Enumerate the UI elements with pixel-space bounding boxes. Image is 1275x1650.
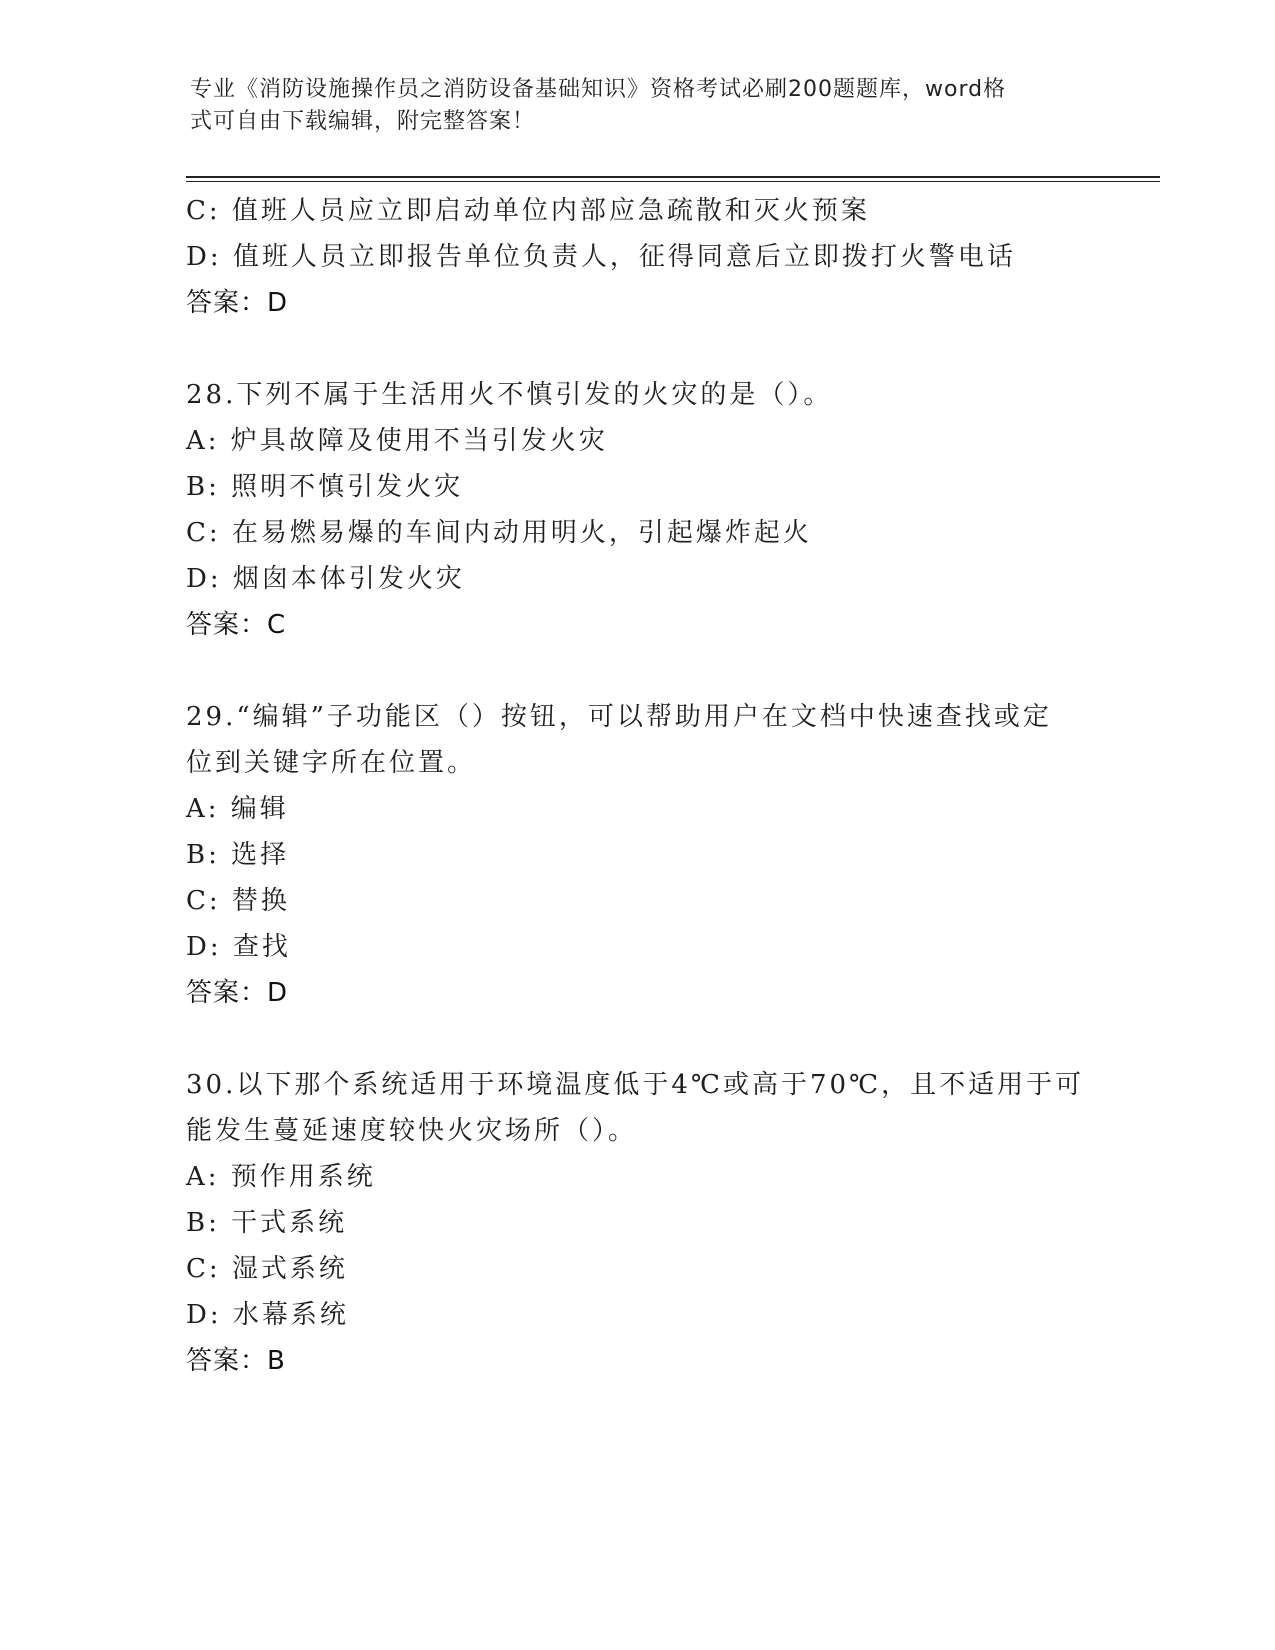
spacer [186,648,1086,694]
question-28 [186,372,1086,648]
question-text-line-2: 位到关键字所在位置。 [186,748,477,778]
answer: 答案：D [186,288,289,318]
option-b: B: 照明不慎引发火灾 [186,472,464,502]
option-b: B: 干式系统 [186,1208,348,1238]
option-d: D: 值班人员立即报告单位负责人，征得同意后立即拨打火警电话 [186,242,1016,272]
spacer [186,326,1086,372]
question-text-line-1: 30.以下那个系统适用于环境温度低于4℃或高于70℃，且不适用于可 [186,1070,1085,1100]
question-27-continued [186,188,1086,326]
answer: 答案：B [186,1346,286,1376]
option-c: C: 湿式系统 [186,1254,348,1284]
question-text-line-2: 能发生蔓延速度较快火灾场所（）。 [186,1116,638,1146]
option-d: D: 水幕系统 [186,1300,349,1330]
question-text-line-1: 29.“编辑”子功能区（）按钮，可以帮助用户在文档中快速查找或定 [186,702,1052,732]
option-c: C: 替换 [186,886,290,916]
answer: 答案：C [186,610,287,640]
option-c: C: 值班人员应立即启动单位内部应急疏散和灭火预案 [186,196,870,226]
option-a: A: 编辑 [186,794,289,824]
option-a: A: 炉具故障及使用不当引发火灾 [186,426,608,456]
option-a: A: 预作用系统 [186,1162,376,1192]
spacer [186,1016,1086,1062]
question-text: 28.下列不属于生活用火不慎引发的火灾的是（）。 [186,380,833,410]
option-d: D: 烟囱本体引发火灾 [186,564,465,594]
question-30 [186,1062,1086,1384]
question-29 [186,694,1086,1016]
header-rule-thin [186,181,1160,182]
document-header [190,74,1090,138]
header-rule-thick [186,176,1160,178]
header-line-2: 式可自由下载编辑，附完整答案！ [190,109,536,134]
document-body [186,188,1086,1384]
option-d: D: 查找 [186,932,291,962]
option-b: B: 选择 [186,840,290,870]
answer: 答案：D [186,978,289,1008]
option-c: C: 在易燃易爆的车间内动用明火，引起爆炸起火 [186,518,812,548]
header-line-1: 专业《消防设施操作员之消防设备基础知识》资格考试必刷200题题库，word格 [190,77,1007,102]
